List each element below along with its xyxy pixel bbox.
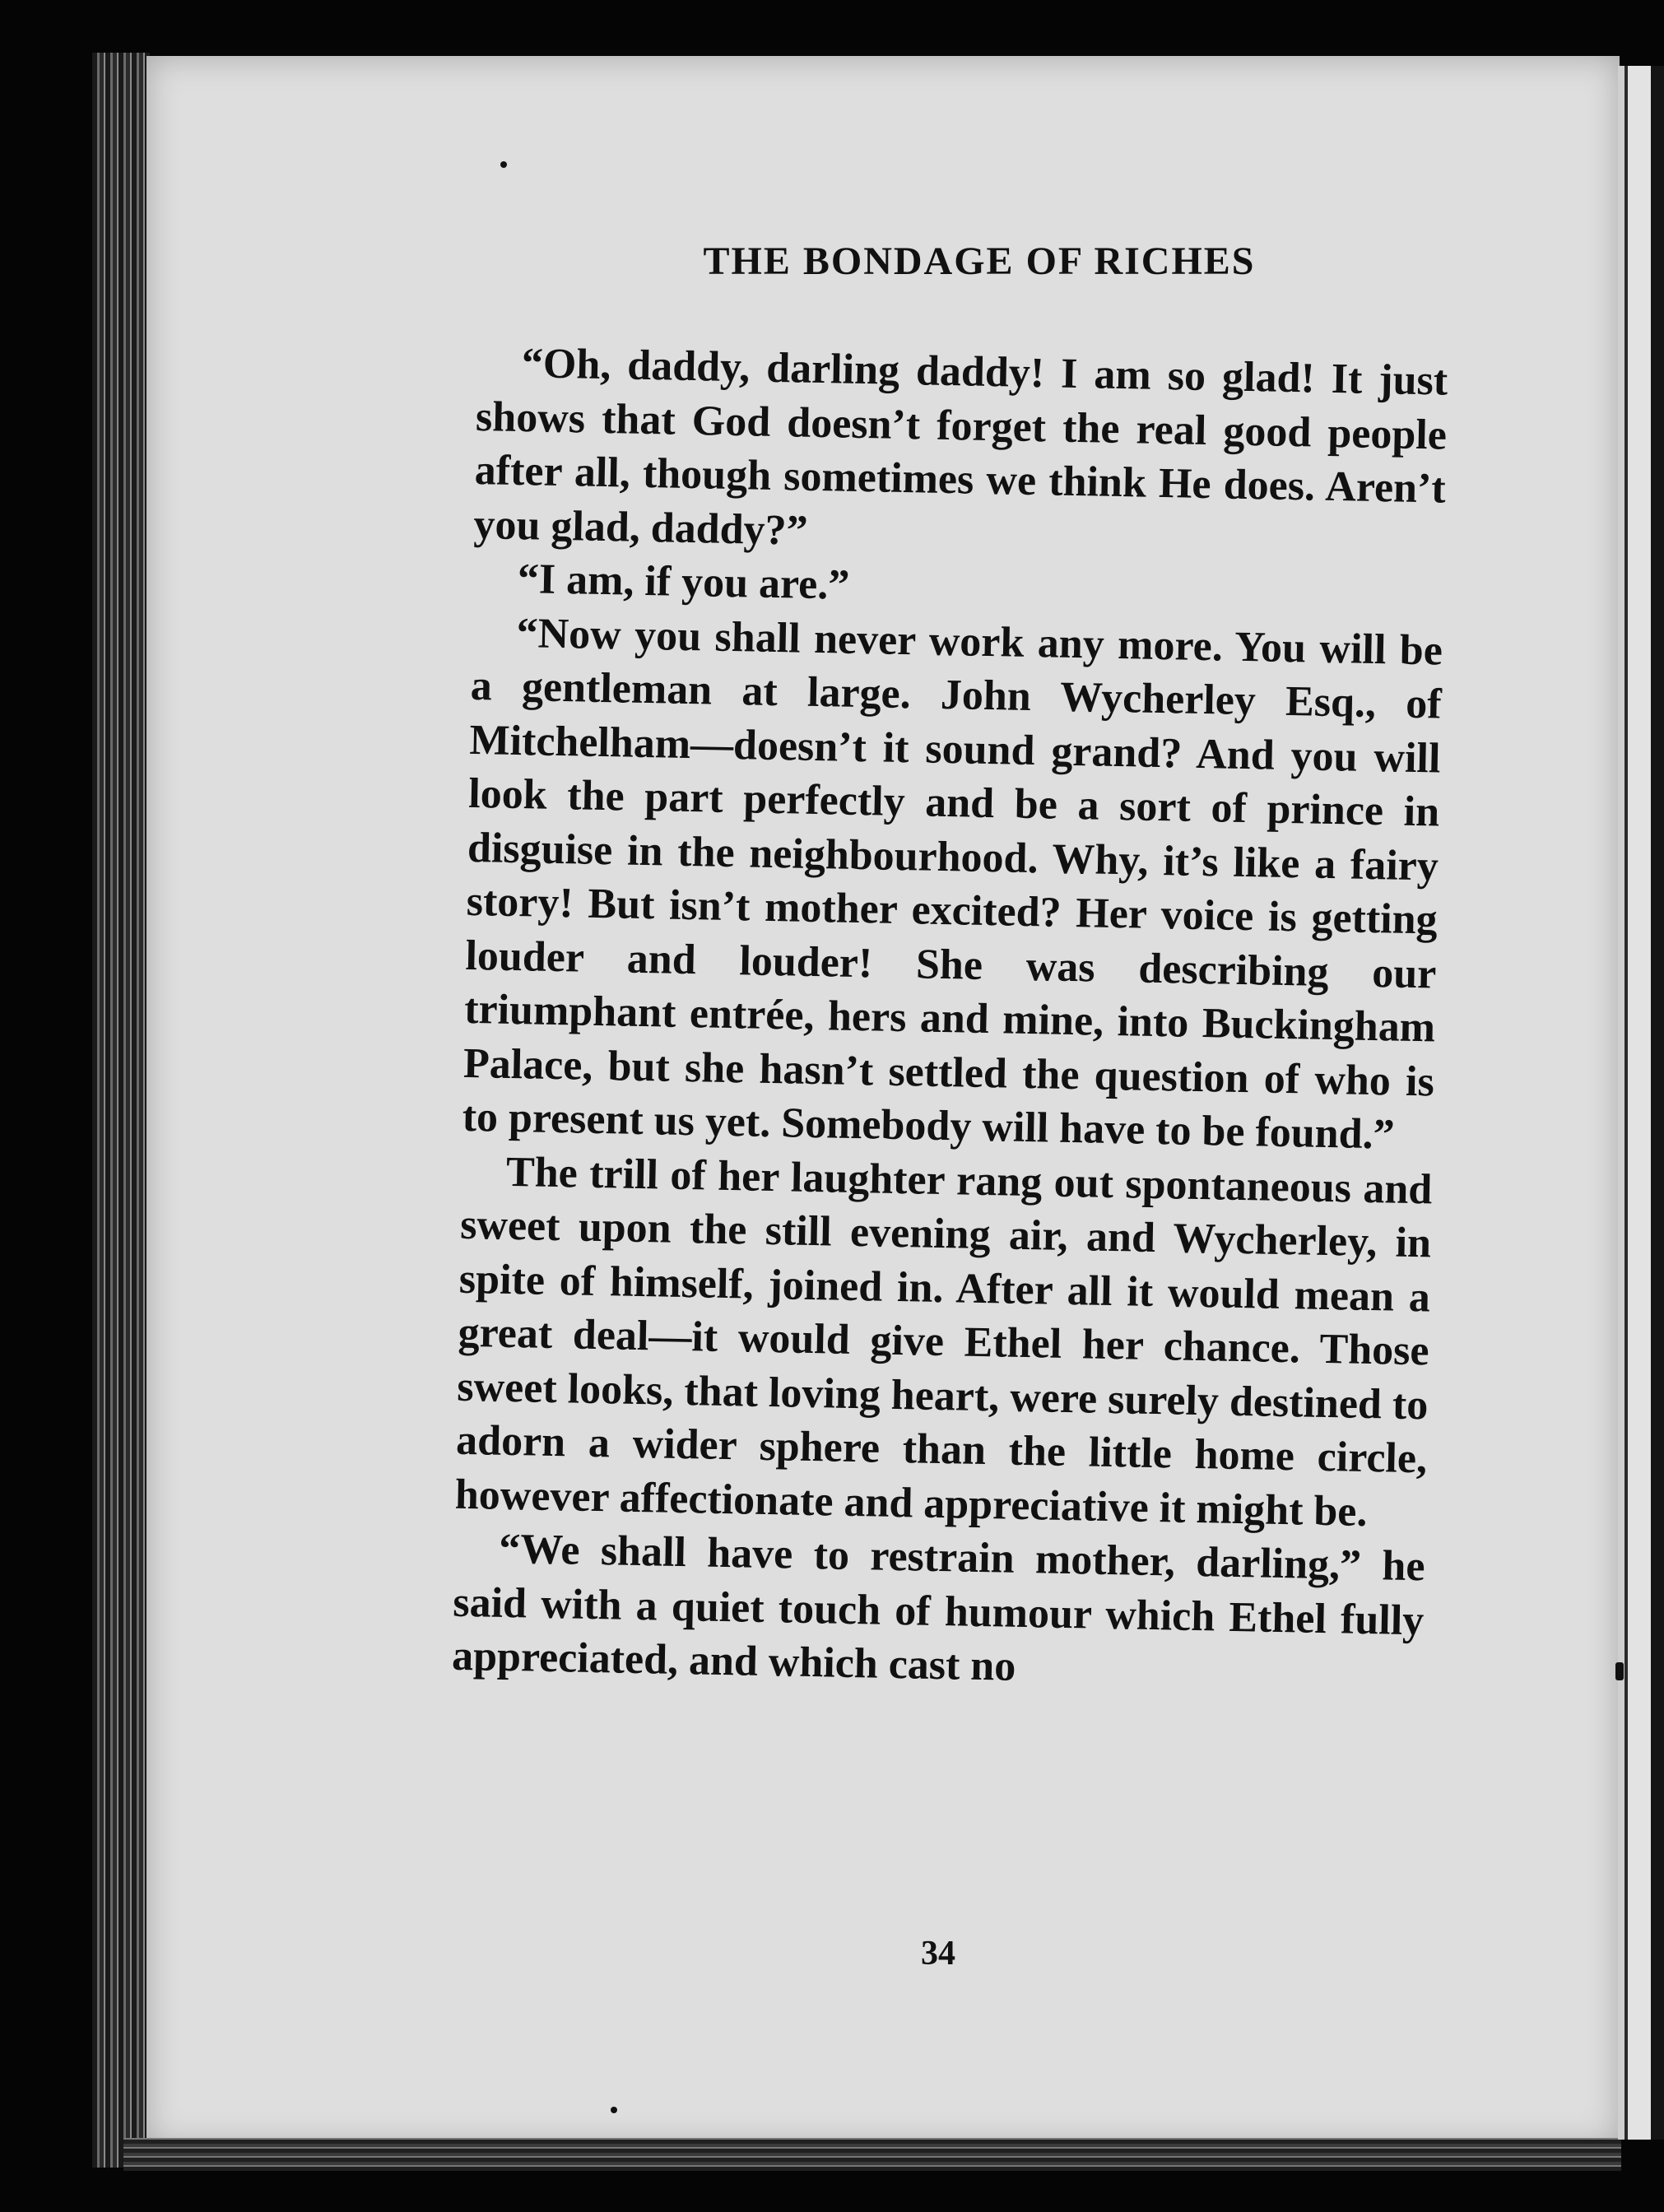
body-text [452,336,1448,1702]
ink-speck [611,2107,617,2113]
ink-speck [500,161,507,168]
paragraph: The trill of her laughter rang out spontaneous and sweet upon the still evening air, and Wycherley, in spite of himself, joined in. After all it would mean a great deal—it would give Ethel her chance. Those sweet looks, that loving heart, were surely destined to adorn a wider sphere than the little home circle, however affectionate and appreciative it might be. [454,1148,1433,1536]
paragraph: “Now you shall never work any more. You will be a gentleman at large. John Wycherley Esq., of Mitchelham—doesn’t it sound grand? And you will look the part perfectly and be a sort of prince in disguise in the neighbourhood. Why, it’s like a fairy story! But isn’t mother excited? Her voice is getting louder and louder! She was describing our triumphant entrée, hers and mine, into Buckingham Palace, but she hasn’t settled the question of who is to present us yet. Somebody will have to be found.” [462,609,1443,1159]
paragraph: “We shall have to restrain mother, darling,” he said with a quiet touch of humour which Ethel fully appreciated, and which cast no [451,1525,1426,1690]
book-bottom-edge [123,2138,1621,2171]
paragraph: “Oh, daddy, darling daddy! I am so glad! It just shows that God doesn’t forget the real good people after all, though sometimes we think He does. Aren’t you glad, daddy?” [473,340,1448,555]
ink-speck [1615,1662,1624,1680]
page-number: 34 [921,1935,955,1973]
book-right-edge [1618,66,1664,2140]
running-head: THE BONDAGE OF RICHES [703,239,1256,283]
paragraph: “I am, if you are.” [517,555,850,609]
book-page-stack-edge [92,53,150,2168]
